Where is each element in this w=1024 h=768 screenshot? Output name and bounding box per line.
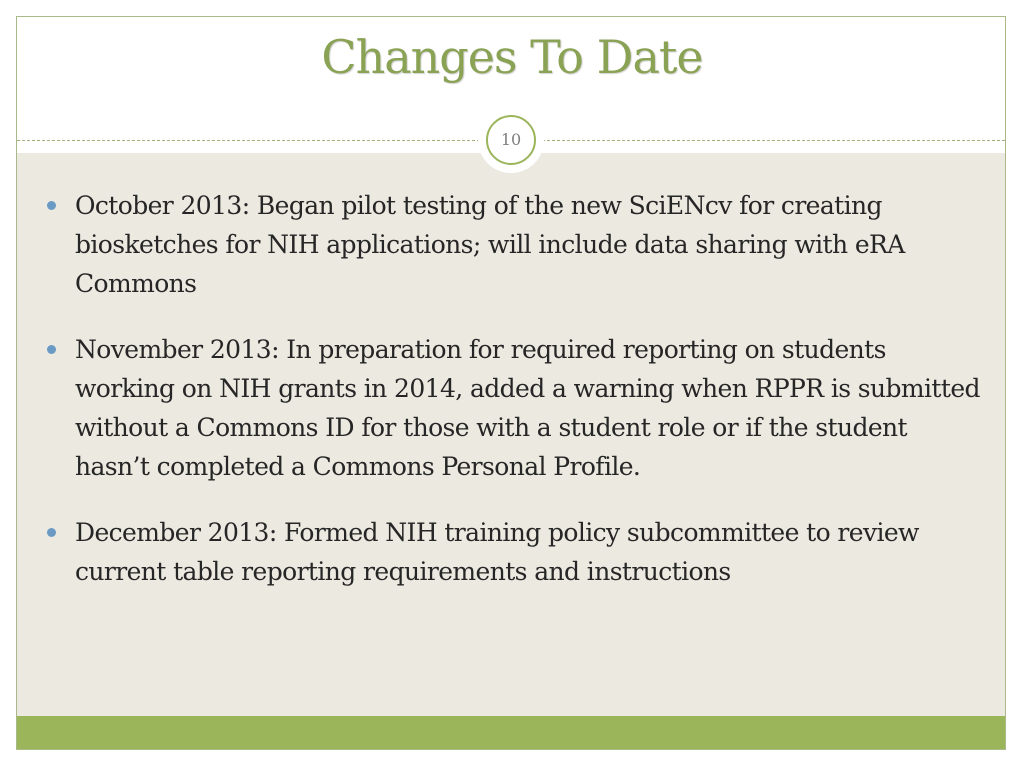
bullet-dot-icon: [47, 345, 56, 354]
bullet-item: [40, 330, 980, 486]
bullet-text: December 2013: Formed NIH training policy subcommittee to review current table reporting requirements and instructions: [75, 518, 919, 586]
slide-title: Changes To Date: [321, 30, 703, 84]
bullet-dot-icon: [47, 528, 56, 537]
bullet-text: November 2013: In preparation for required reporting on students working on NIH grants in 2014, added a warning when RPPR is submitted without a Commons ID for those with a student role or if the student hasn’t completed a Commons Personal Profile.: [75, 335, 980, 481]
bullet-item: [40, 513, 980, 591]
bullet-text: October 2013: Began pilot testing of the new SciENcv for creating biosketches for NIH applications; will include data sharing with eRA Commons: [75, 191, 905, 298]
page-number-badge: 10: [486, 115, 536, 165]
bullet-list: [40, 186, 980, 618]
bullet-item: [40, 186, 980, 303]
bullet-dot-icon: [47, 201, 56, 210]
